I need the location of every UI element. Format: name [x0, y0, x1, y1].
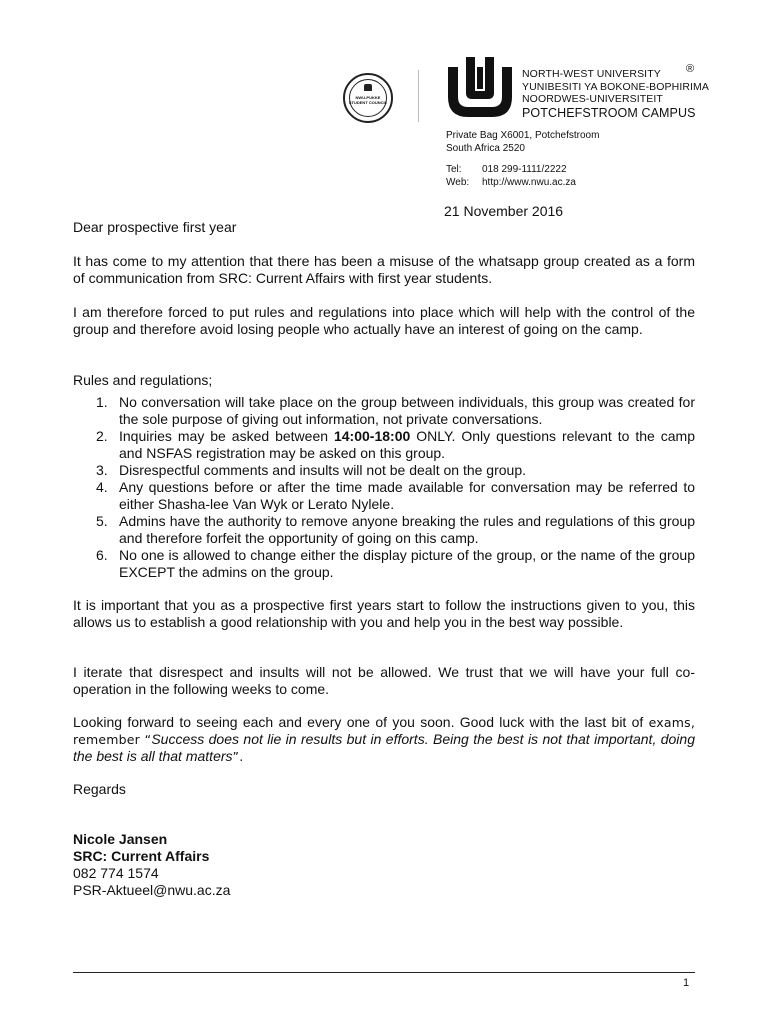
paragraph-misuse: It has come to my attention that there has been a misuse of the whatsapp group created as a form of communication from SRC: Current Affairs with first year students. [73, 253, 695, 286]
registered-mark: ® [686, 63, 695, 75]
rule-text: No one is allowed to change either the display picture of the group, or the name of the group EXCEPT the admins on the group. [119, 547, 695, 580]
closing-text-start: Looking forward to seeing each and every one of you soon. Good luck with the last bit of [73, 714, 644, 730]
rule-number: 3. [96, 462, 108, 478]
rule-text-before: Inquiries may be asked between [119, 428, 334, 444]
rule-number: 2. [96, 428, 108, 444]
web-row [446, 177, 576, 190]
seal-crest [364, 84, 372, 91]
student-council-seal-icon [343, 73, 393, 123]
regards: Regards [73, 781, 126, 797]
seal-text-line1: NWU-PUKKE [355, 95, 381, 100]
web-label: Web: [446, 176, 470, 188]
signature-block [73, 831, 230, 899]
university-names [522, 68, 709, 121]
salutation: Dear prospective first year [73, 219, 237, 235]
seal-text [345, 95, 391, 105]
letterhead-divider [418, 70, 419, 122]
rule-item [73, 462, 695, 479]
contact-details [446, 164, 576, 189]
rules-list [73, 394, 695, 581]
signatory-title: SRC: Current Affairs [73, 848, 210, 864]
tel-value: 018 299-1111/2222 [482, 164, 567, 175]
paragraph-rules-intro: I am therefore forced to put rules and regulations into place which will help with the control of the group and therefore avoid losing people who actually have an interest of going on the camp. [73, 304, 695, 337]
closing-quote-end: ”. [232, 749, 244, 764]
rules-heading: Rules and regulations; [73, 372, 213, 388]
signatory-email[interactable]: PSR-Aktueel@nwu.ac.za [73, 882, 231, 898]
university-name-afrikaans: NOORDWES-UNIVERSITEIT [522, 93, 663, 105]
closing-text-plain: exams, remember “ [73, 715, 696, 747]
seal-text-line2: STUDENT COUNCIL [348, 100, 388, 105]
rule-text: No conversation will take place on the group between individuals, this group was created for the sole purpose of giving out information, not private conversations. [119, 394, 695, 427]
page-number: 1 [683, 977, 690, 989]
tel-row [446, 164, 576, 177]
paragraph-disrespect: I iterate that disrespect and insults will not be allowed. We trust that we will have your full co-operation in the following weeks to come. [73, 664, 695, 697]
paragraph-closing [73, 714, 695, 765]
university-name-english: NORTH-WEST UNIVERSITY [522, 68, 661, 80]
rule-text: Any questions before or after the time made available for conversation may be referred to either Shasha-lee Van Wyk or Lerato Nylele. [119, 479, 695, 512]
tel-label: Tel: [446, 164, 462, 175]
rule-number: 4. [96, 479, 108, 495]
signatory-name: Nicole Jansen [73, 831, 168, 847]
postal-address [446, 130, 599, 155]
rule-item [73, 479, 695, 513]
nwu-logo-icon [444, 53, 516, 121]
address-line1: Private Bag X6001, Potchefstroom [446, 130, 600, 141]
rule-text: Admins have the authority to remove anyone breaking the rules and regulations of this group and therefore forfeit the opportunity of going on this camp. [119, 513, 695, 546]
paragraph-instructions: It is important that you as a prospective first years start to follow the instructions given to you, this allows us to establish a good relationship with you and help you in the best way possible. [73, 597, 695, 630]
campus-name: POTCHEFSTROOM CAMPUS [522, 105, 696, 120]
rule-time-window: 14:00-18:00 [333, 428, 411, 444]
rule-number: 6. [96, 547, 108, 563]
rule-item [73, 547, 695, 581]
rule-number: 1. [96, 394, 108, 410]
rule-item [73, 513, 695, 547]
rule-text-after: ONLY. Only questions relevant to the camp and NSFAS registration may be asked on this group. [119, 428, 695, 461]
address-line2: South Africa 2520 [446, 142, 525, 154]
footer-divider [73, 972, 695, 973]
letter-date: 21 November 2016 [444, 203, 564, 219]
signatory-phone: 082 774 1574 [73, 865, 159, 881]
university-name-setswana: YUNIBESITI YA BOKONE-BOPHIRIMA [522, 80, 709, 93]
web-link[interactable]: http://www.nwu.ac.za [482, 176, 576, 188]
closing-quote: Success does not lie in results but in efforts. Being the best is not that important, doing the best is all that matters [73, 731, 695, 764]
rule-item [73, 428, 695, 462]
rule-text: Disrespectful comments and insults will not be dealt on the group. [119, 462, 526, 478]
rule-item [73, 394, 695, 428]
rule-number: 5. [96, 513, 108, 529]
